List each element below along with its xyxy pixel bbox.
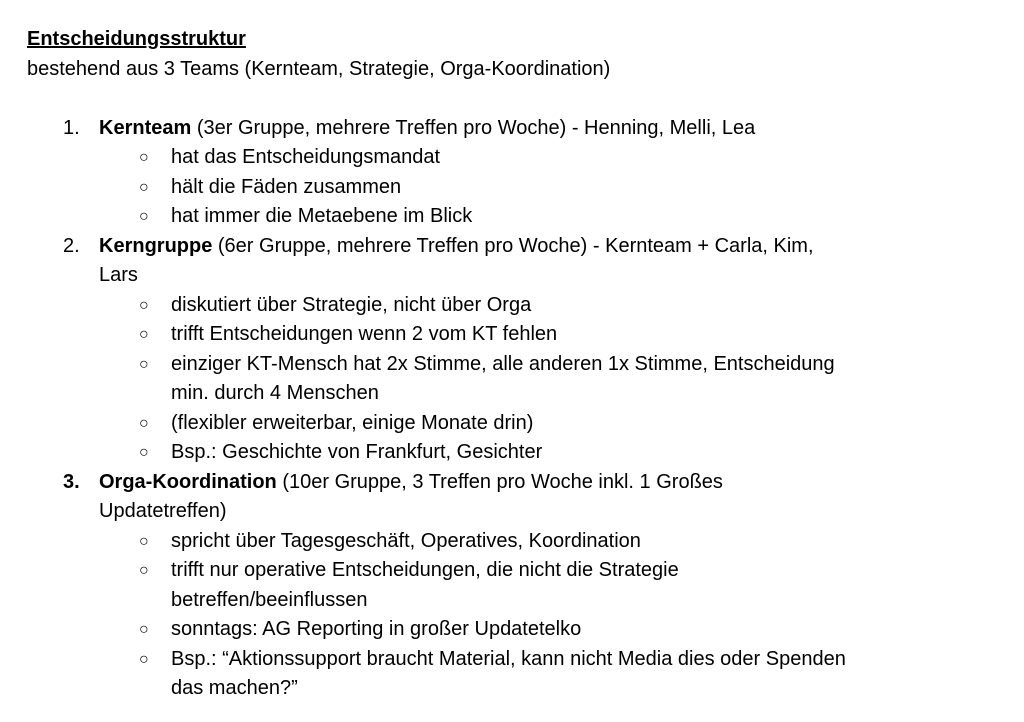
sub-item-text: trifft Entscheidungen wenn 2 vom KT fehlen: [171, 323, 558, 345]
circle-bullet-icon: ○: [139, 326, 149, 343]
sub-item-text: einziger KT-Mensch hat 2x Stimme, alle anderen 1x Stimme, Entscheidung: [171, 352, 835, 375]
circle-bullet-icon: ○: [139, 208, 149, 225]
sub-item: [27, 645, 1017, 675]
sub-item: [27, 291, 1017, 321]
circle-bullet-icon: ○: [139, 621, 149, 638]
sub-item-text: diskutiert über Strategie, nicht über Orga: [171, 293, 532, 316]
circle-bullet-icon: ○: [139, 532, 149, 550]
sub-item: [27, 556, 1017, 586]
team-name: Kerngruppe: [99, 234, 213, 257]
team-description-continued: Updatetreffen): [99, 500, 227, 522]
team-description: (3er Gruppe, mehrere Treffen pro Woche) - Henning, Melli, Lea: [191, 116, 756, 139]
circle-bullet-icon: ○: [139, 414, 149, 432]
sub-item-text: sonntags: AG Reporting in großer Updatetelko: [171, 618, 582, 640]
sub-item-text: hat immer die Metaebene im Blick: [171, 205, 473, 227]
list-item-heading-continued: [27, 261, 1017, 291]
list-item-kernteam: [27, 114, 1017, 232]
sub-item-text-continued: betreffen/beeinflussen: [171, 588, 368, 611]
sub-item: [27, 320, 1017, 350]
blank-line: [27, 84, 1017, 114]
document-subtitle: bestehend aus 3 Teams (Kernteam, Strategie, Orga-Koordination): [27, 57, 611, 80]
list-item-heading-continued: [27, 497, 1017, 527]
list-item-heading: [27, 114, 1017, 144]
team-description-continued: Lars: [99, 264, 138, 286]
sub-item: [27, 173, 1017, 203]
sub-item-text: (flexibler erweiterbar, einige Monate drin): [171, 411, 534, 434]
sub-item-text-continued: das machen?”: [171, 677, 298, 699]
team-description: (10er Gruppe, 3 Treffen pro Woche inkl. 1 Großes: [276, 470, 723, 493]
circle-bullet-icon: ○: [139, 650, 149, 668]
circle-bullet-icon: ○: [139, 296, 149, 314]
list-item-kerngruppe: [27, 232, 1017, 468]
team-name: Kernteam: [99, 116, 192, 139]
sub-item: [27, 438, 1017, 468]
team-name: Orga-Koordination: [99, 470, 277, 493]
sub-item-text: hat das Entscheidungsmandat: [171, 146, 441, 168]
sub-item-text: hält die Fäden zusammen: [171, 175, 402, 198]
sub-item: [27, 202, 1017, 232]
sub-item: [27, 350, 1017, 380]
circle-bullet-icon: ○: [139, 178, 149, 196]
list-item-heading: [27, 232, 1017, 262]
list-number: 2.: [63, 234, 80, 257]
document-title: Entscheidungsstruktur: [27, 28, 246, 50]
circle-bullet-icon: ○: [139, 149, 149, 166]
sub-item: [27, 527, 1017, 557]
circle-bullet-icon: ○: [139, 444, 149, 461]
sub-item: [27, 409, 1017, 439]
sub-item-text: Bsp.: “Aktionssupport braucht Material, kann nicht Media dies oder Spenden: [171, 647, 846, 670]
list-item-orga-koordination: [27, 468, 1017, 704]
list-number: 1.: [63, 116, 80, 139]
sub-item-text: spricht über Tagesgeschäft, Operatives, Koordination: [171, 529, 641, 552]
sub-item: [27, 143, 1017, 173]
team-description: (6er Gruppe, mehrere Treffen pro Woche) - Kernteam + Carla, Kim,: [212, 234, 814, 257]
sub-item: [27, 615, 1017, 645]
sub-item-continued: [27, 586, 1017, 616]
circle-bullet-icon: ○: [139, 355, 149, 373]
list-item-heading: [27, 468, 1017, 498]
sub-item-continued: [27, 379, 1017, 409]
document-body: [27, 25, 1017, 704]
sub-item-continued: [27, 674, 1017, 704]
circle-bullet-icon: ○: [139, 562, 149, 579]
sub-item-text-continued: min. durch 4 Menschen: [171, 382, 379, 404]
sub-item-text: Bsp.: Geschichte von Frankfurt, Gesichter: [171, 441, 543, 463]
sub-item-text: trifft nur operative Entscheidungen, die nicht die Strategie: [171, 559, 679, 581]
list-number: 3.: [63, 470, 80, 493]
